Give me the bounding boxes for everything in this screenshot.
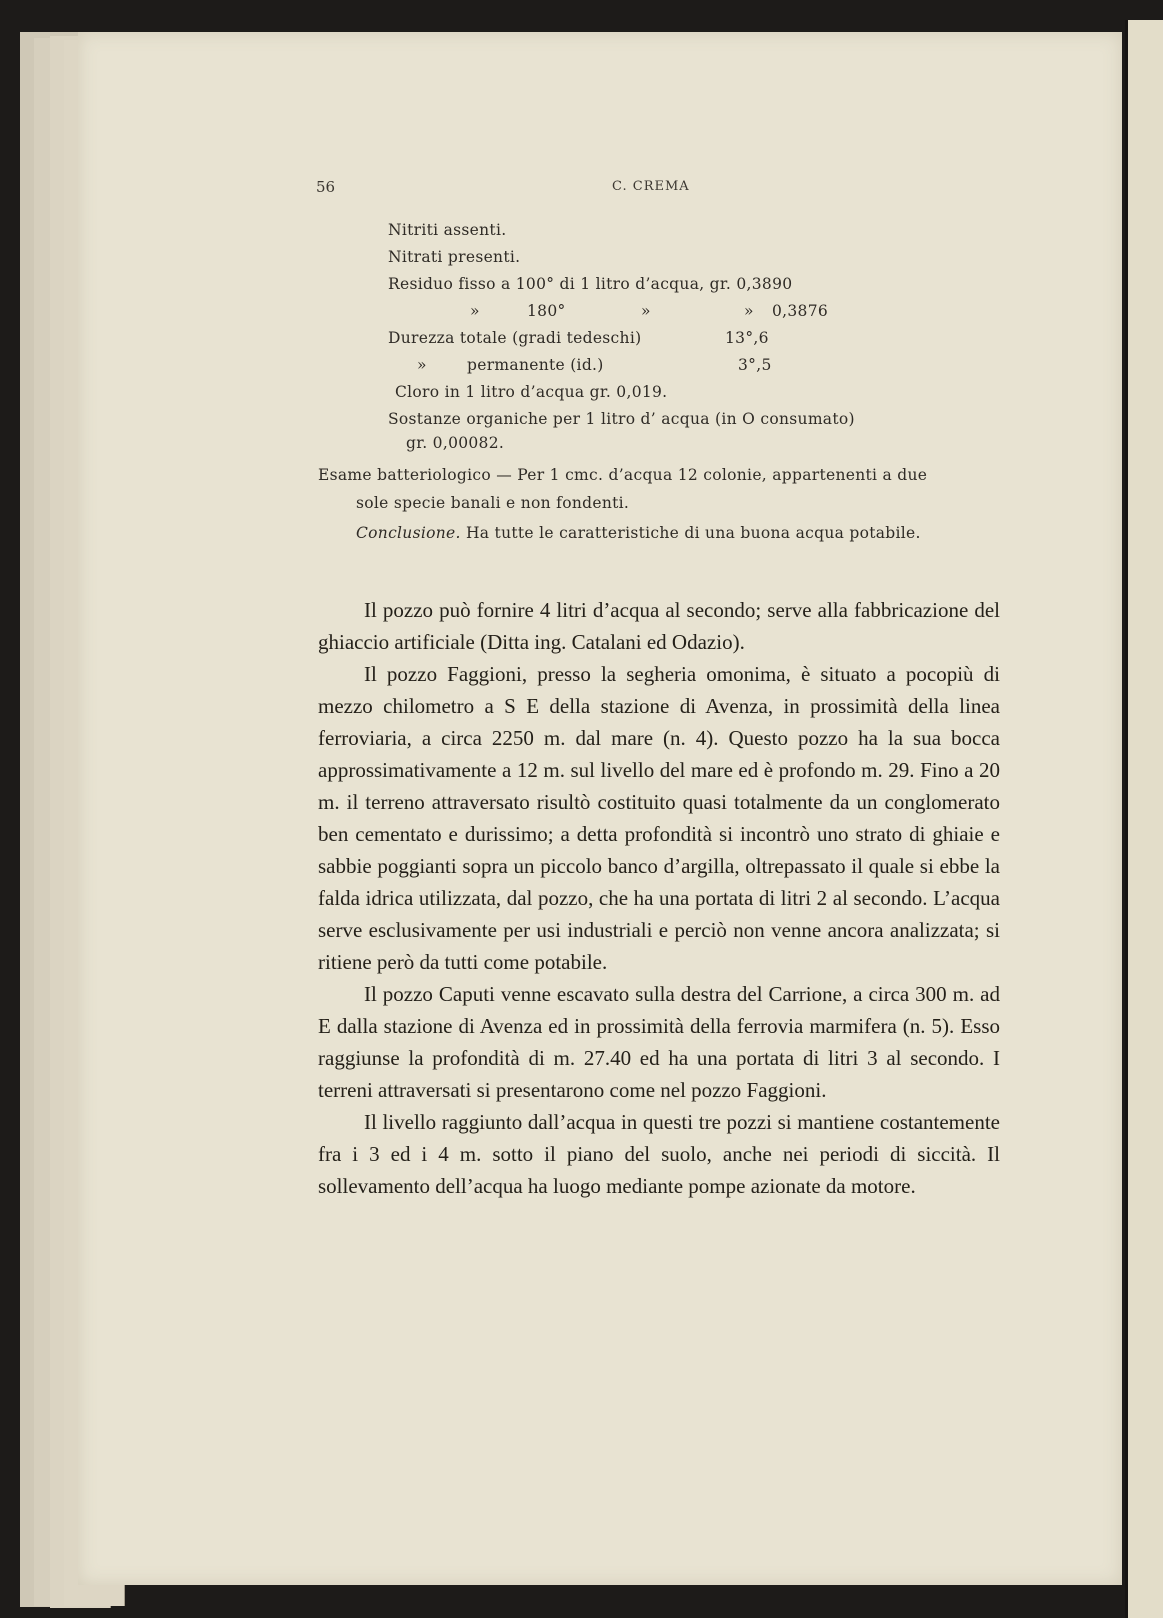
analysis-residuo-180-value: 0,3876 — [772, 302, 829, 320]
analysis-nitriti: Nitriti assenti. — [388, 221, 507, 239]
esame-line-2: sole specie banali e non fondenti. — [356, 494, 630, 512]
analysis-cloro: Cloro in 1 litro d’acqua gr. 0,019. — [395, 383, 668, 401]
paragraph: Il pozzo può fornire 4 litri d’acqua al secondo; serve alla fabbricazione del ghiaccio artificiale (Ditta ing. Catalani ed Odazio). — [318, 598, 1000, 654]
paragraph: Il pozzo Faggioni, presso la segheria omonima, è situato a pocopiù di mezzo chilometro a S E della stazione di Avenza, in prossimità della linea ferroviaria, a circa 2250 m. dal mare (n. 4). Questo pozzo ha la sua bocca approssimativamente a 12 m. sul livello del mare ed è profondo m. 29. Fino a 20 m. il terreno attraversato risultò costituito quasi totalmente da un conglomerato ben cementato e durissimo; a detta profondità si incontrò uno strato di ghiaie e sabbie poggianti sopra un piccolo banco d’argilla, oltrepassato il quale si ebbe la falda idrica utilizzata, dal pozzo, che ha una portata di litri 2 al secondo. L’acqua serve esclusivamente per usi industriali e perciò non venne ancora analizzata; si ritiene però da tutti come potabile. — [318, 662, 1000, 974]
ditto-mark: » — [470, 302, 480, 320]
ditto-mark: » — [641, 302, 651, 320]
page-number: 56 — [316, 178, 336, 196]
analysis-permanente-value: 3°,5 — [738, 356, 772, 374]
running-title: C. CREMA — [612, 179, 690, 194]
analysis-sostanze-value: gr. 0,00082. — [406, 434, 505, 452]
analysis-durezza-value: 13°,6 — [725, 329, 769, 347]
main-text — [318, 594, 1000, 1202]
esame-line-1: Esame batteriologico — Per 1 cmc. d’acqua 12 colonie, appartenenti a due — [318, 466, 928, 484]
analysis-nitrati: Nitrati presenti. — [388, 248, 521, 266]
ditto-mark: » — [417, 356, 427, 374]
ditto-mark: » — [744, 302, 754, 320]
conclusione-text: Ha tutte le caratteristiche di una buona acqua potabile. — [465, 524, 921, 542]
paragraph: Il pozzo Caputi venne escavato sulla destra del Carrione, a circa 300 m. ad E dalla stazione di Avenza ed in prossimità della ferrovia marmifera (n. 5). Esso raggiunse la profondità di m. 27.40 ed ha una portata di litri 3 al secondo. I terreni attraversati si presentarono come nel pozzo Faggioni. — [318, 982, 1000, 1102]
conclusione-label: Conclusione. — [356, 524, 461, 542]
facing-page-edge — [1125, 20, 1163, 1618]
analysis-residuo-100: Residuo fisso a 100° di 1 litro d’acqua, gr. 0,3890 — [388, 275, 793, 293]
paragraph: Il livello raggiunto dall’acqua in questi tre pozzi si mantiene costantemente fra i 3 ed i 4 m. sotto il piano del suolo, anche nei periodi di siccità. Il sollevamento dell’acqua ha luogo mediante pompe azionate da motore. — [318, 1110, 1000, 1198]
analysis-permanente-label: permanente (id.) — [467, 356, 604, 374]
analysis-durezza-label: Durezza totale (gradi tedeschi) — [388, 329, 642, 347]
analysis-sostanze: Sostanze organiche per 1 litro d’ acqua (in O consumato) — [388, 410, 855, 428]
conclusione — [356, 524, 921, 542]
analysis-residuo-180-temp: 180° — [527, 302, 566, 320]
